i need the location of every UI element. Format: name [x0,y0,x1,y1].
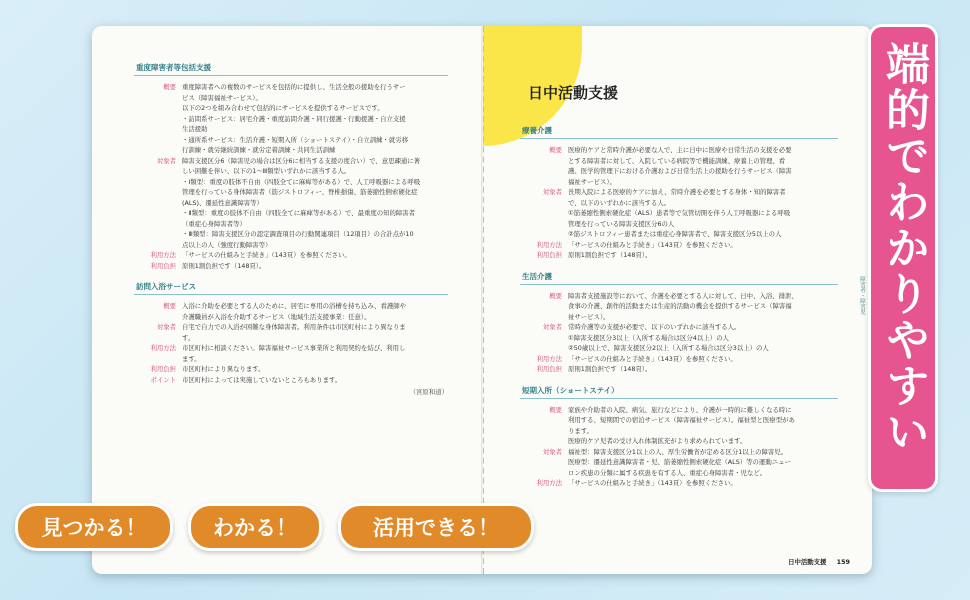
text-line: 障害支援区分6（障害児の場合は区分6に相当する支援の度合い）で、意思疎通に著 [182,156,421,165]
section-title: 訪問入浴サービス [134,281,448,295]
text-line: ビス（障害福祉サービス）。 [182,93,262,102]
text-line: 管理を行っている障害支援区分6の人 [568,219,675,228]
info-row [134,156,448,251]
info-row [520,478,838,489]
text-line: ①筋萎縮性側索硬化症（ALS）患者等で気管切開を伴う人工呼吸器による呼吸 [568,209,791,217]
row-label: 利用方法 [536,479,562,487]
info-row [520,364,838,375]
row-label: 利用負担 [150,365,176,373]
chapter-heading: 日中活動支援 [528,84,619,102]
info-row [520,354,838,365]
text-line: ②筋ジストロフィー患者または重症心身障害者で、障害支援区分5以上の人 [568,230,782,238]
text-line: ・訪問系サービス：居宅介護・重度訪問介護・同行援護・行動援護・自立支援 [182,114,406,123]
row-label: 利用方法 [536,240,562,249]
text-line: ロン疾患の分類に属する疾患を有する人、重症心身障害者・児など。 [568,468,767,477]
page-footer [788,557,850,566]
text-line: 利用する、短期間での宿泊サービス（障害福祉サービス）。福祉型と医療型があ [568,416,795,424]
text-line: 常時介護等の支援が必要で、以下のいずれかに該当する人。 [568,323,741,331]
row-label: 対象者 [542,323,562,331]
text-line: ①障害支援区分3以上（入所する場合は区分4以上）の人 [568,333,729,342]
row-text [568,145,838,187]
pill-understand [188,503,322,551]
text-line: す。 [182,333,195,342]
text-line: 医療的ケアと常時介護が必要な人で、主に日中に医療や日常生活の支援を必要 [568,146,792,154]
pill-understand-label: わかる！ [213,516,297,540]
text-line: ・通所系サービス：生活介護・短期入所（ショートステイ）・自立訓練・就労移 [182,135,409,144]
row-text [568,478,838,489]
author-signature: （宮原和道） [409,388,448,396]
right-page [482,26,872,574]
text-line: 「サービスの仕組みと手続き」（143頁）を参照ください。 [568,479,737,487]
text-line: 生活援助 [182,125,208,133]
text-line: 医療型：遷延性意識障害者・児、筋萎縮性側索硬化症（ALS）等の運動ニュー [568,458,791,466]
section-title: 重度障害者等包括支援 [134,62,448,76]
pink-banner [868,24,938,492]
text-line: 原則1割負担です（148頁）。 [568,251,652,259]
text-line: 「サービスの仕組みと手続き」（143頁）を参照ください。 [568,354,737,363]
info-row [520,322,838,354]
pill-use-label: 活用できる！ [373,516,499,540]
row-text [568,364,838,375]
row-label: 利用負担 [536,365,562,373]
text-line: (ALS)、遷延性意識障害等） [182,198,263,207]
info-row [134,301,448,322]
text-line: 福祉サービス）。 [568,177,616,186]
info-row [134,82,448,156]
footer-label: 日中活動支援 [788,558,827,566]
info-row [520,405,838,447]
row-text [182,261,448,272]
row-label: 対象者 [542,447,562,456]
text-line: ②50歳以上で、障害支援区分2以上（入所する場合は区分3以上）の人 [568,344,769,352]
book-spread [92,26,872,574]
row-text [568,240,838,251]
pill-find-label: 見つかる！ [41,516,147,540]
page-number: 159 [836,558,850,566]
row-label: 対象者 [156,156,176,165]
text-line: 障害者支援施設等において、介護を必要とする人に対して、日中、入浴、排泄、 [568,291,798,300]
text-line: 市区町村により異なります。 [182,365,265,373]
text-line: 祉サービス）。 [568,312,610,321]
text-line: ます。 [182,354,201,363]
row-label: 対象者 [156,323,176,331]
text-line: 医療的ケア児者の受け入れ体制拡充がより求められています。 [568,437,747,445]
section-title: 短期入所（ショートステイ） [520,385,838,399]
info-row [134,343,448,364]
row-text [182,375,448,386]
text-line: 原則1割負担です（148頁）。 [182,261,266,270]
row-label: 概要 [163,83,176,91]
row-label: 利用負担 [536,251,562,259]
text-line: で、以下のいずれかに該当する人。 [568,198,671,207]
text-line: 市区町村によっては実施していないところもあります。 [182,375,342,384]
info-row [520,240,838,251]
info-row [134,250,448,261]
text-line: 行訓練・就労継続訓練・就労定着訓練・共同生活訓練 [182,146,336,154]
info-row [520,145,838,187]
info-row [134,375,448,386]
row-label: 概要 [549,146,562,154]
text-line: 重度障害者への複数のサービスを包括的に提供し、生活全般の援助を行うサー [182,83,406,91]
row-text [568,405,838,447]
row-text [182,82,448,156]
info-row [134,364,448,375]
text-line: 「サービスの仕組みと手続き」（143頁）を参照ください。 [182,251,351,259]
text-line: とする障害者に対して、入院している病院等で機能訓練、療養上の管理、看 [568,156,786,165]
text-line: ・Ⅰ類型：重度の肢体不自由（四肢全てに麻痺等がある）で、人工呼吸器による呼吸 [182,177,421,186]
text-line: 「サービスの仕組みと手続き」（143頁）を参照ください。 [568,240,737,249]
row-label: 概要 [163,302,176,310]
pill-use [338,503,534,551]
right-sections [520,125,838,499]
text-line: ります。 [568,426,594,435]
info-row [520,447,838,479]
row-label: 利用負担 [150,261,176,270]
info-row [520,250,838,261]
row-text [568,250,838,261]
info-row [134,261,448,272]
text-line: 護、医学的管理下における介護および日常生活上の援助を行うサービス（障害 [568,167,792,175]
row-text [182,301,448,322]
text-line: 福祉型：障害支援区分1以上の人、厚生労働省が定める区分1以上の障害児。 [568,447,788,456]
row-text [568,187,838,240]
row-label: 概要 [549,291,562,300]
row-text [182,343,448,364]
banner-text: 端的でわかりやすい [878,41,929,455]
text-line: 以下の2つを組み合わせて包括的にサービスを提供するサービスです。 [182,104,384,112]
row-label: 利用方法 [150,251,176,259]
text-line: 家族や介助者の入院、病気、旅行などにより、介護が一時的に難しくなる時に [568,405,792,414]
text-line: ・Ⅲ類型：障害支援区分の認定調査項目の行動関連項目（12項目）の合計点が10 [182,230,414,238]
row-text [568,354,838,365]
row-text [568,447,838,479]
row-text [182,322,448,343]
info-row [520,291,838,323]
section-title: 生活介護 [520,271,838,285]
text-line: 点以上の人（強度行動障害等） [182,240,272,249]
text-line: （重症心身障害者等） [182,219,246,228]
row-text [568,291,838,323]
left-page [92,26,482,574]
text-line: 原則1割負担です（148頁）。 [568,365,652,373]
row-text [182,364,448,375]
row-label: 概要 [549,405,562,414]
pill-find [15,503,173,551]
row-text [182,250,448,261]
text-line: 食事の介護、創作的活動または生産的活動の機会を提供するサービス（障害福 [568,302,792,310]
row-label: 対象者 [542,188,562,196]
text-line: 管理を行っている身体障害者（筋ジストロフィー、脊椎損傷、筋萎縮性側索硬化症 [182,188,418,196]
section-title: 療養介護 [520,125,838,139]
text-line: ・Ⅱ類型：重度の肢体不自由（四肢全てに麻痺等がある）で、最重度の知的障害者 [182,209,416,217]
info-row [134,322,448,343]
text-line: 入浴に介助を必要とする人のために、居宅に専用の浴槽を持ち込み、看護師や [182,302,407,310]
info-row [520,187,838,240]
text-line: 介護職員が入浴を介助するサービス（地域生活支援事業：任意）。 [182,312,371,321]
row-label: ポイント [150,375,176,384]
row-label: 利用方法 [150,344,176,352]
text-line: 市区町村に相談ください。障害福祉サービス事業所と利用契約を結び、利用し [182,344,406,352]
row-text [568,322,838,354]
side-tab: 障害者・障害児 [859,276,865,315]
row-label: 利用方法 [536,354,562,363]
row-text [182,156,448,251]
text-line: 自宅で自力での入浴が困難な身体障害者。利用条件は市区町村により異なりま [182,323,406,331]
text-line: しい困難を伴い、以下の1〜Ⅲ類型いずれかに該当する人。 [182,167,351,175]
text-line: 長期入院による医療的ケアに加え、常時介護を必要とする身体・知的障害者 [568,188,786,196]
